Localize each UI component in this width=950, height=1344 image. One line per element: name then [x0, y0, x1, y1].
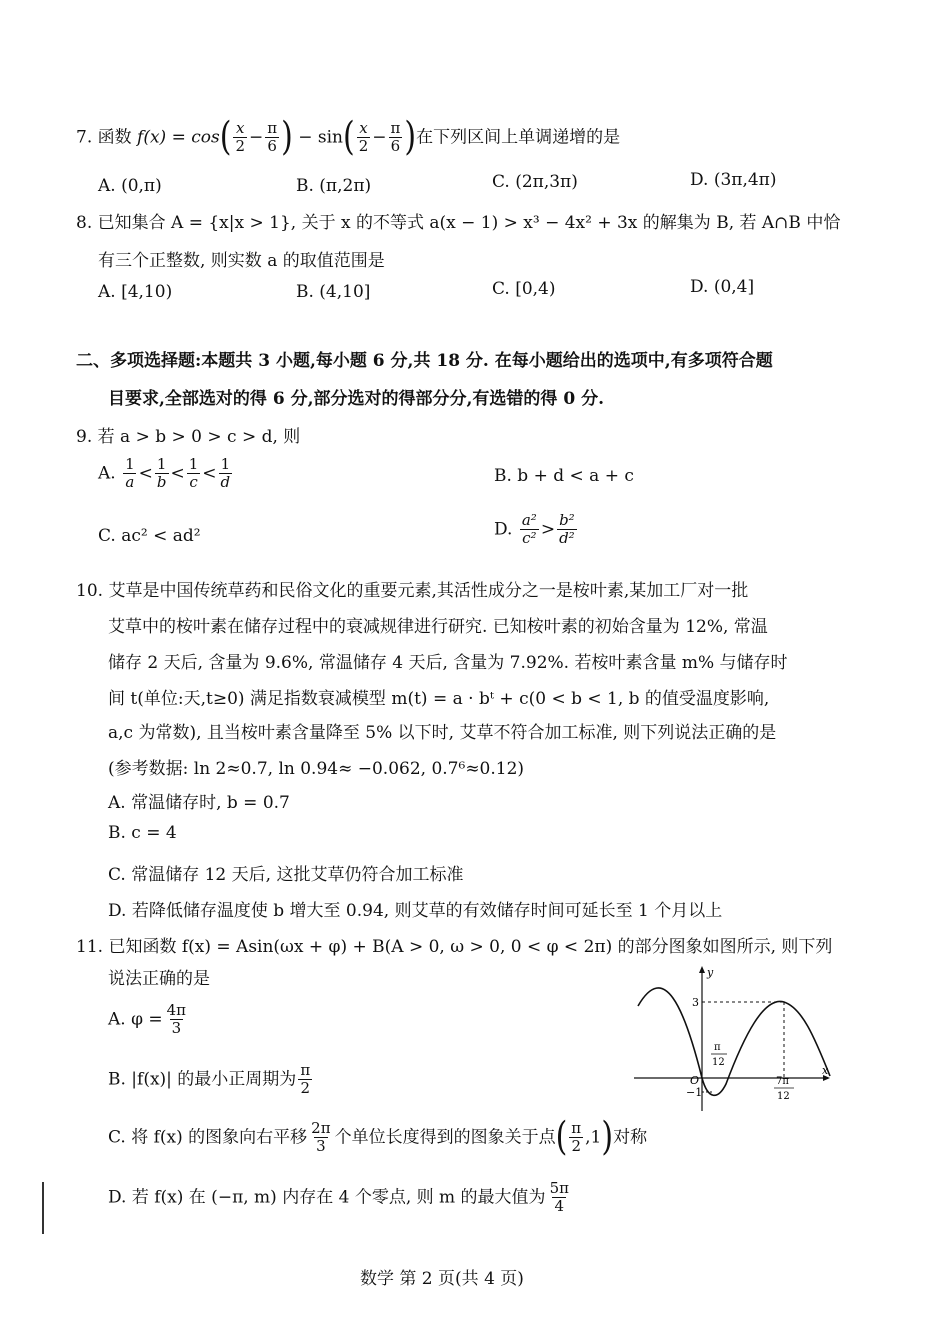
q7-option-b: B. (π,2π) [296, 176, 372, 196]
q9-option-c: C. ac² < ad² [98, 526, 201, 546]
q10-line3: 储存 2 天后, 含量为 9.6%, 常温储存 4 天后, 含量为 7.92%. 若桉叶素含量 m% 与储存时 [108, 653, 788, 673]
q9-option-a: A. $\frac{1}{a}$ < $\frac{1}{b}$ < $\frac{1}{c}$ < $\frac{1}{d}$ [98, 455, 231, 492]
q8-option-b: B. (4,10] [296, 282, 371, 302]
q11-option-b: B. |f(x)| 的最小正周期为 $\frac{\pi}{2}$ [108, 1061, 311, 1098]
sine-curve [638, 988, 830, 1095]
y-min-label: −1 [686, 1086, 703, 1099]
q10-option-c: C. 常温储存 12 天后, 这批艾草仍符合加工标准 [108, 865, 464, 885]
q10-line2: 艾草中的桉叶素在储存过程中的衰减规律进行研究. 已知桉叶素的初始含量为 12%, 常温 [108, 617, 768, 637]
q7-option-d: D. (3π,4π) [690, 170, 777, 190]
q9-stem: 9. 若 a > b > 0 > c > d, 则 [76, 427, 301, 447]
function-graph [634, 966, 834, 1112]
q11-line2: 说法正确的是 [108, 969, 210, 989]
q11-option-a: A. φ = $\frac{4\pi}{3}$ [108, 1001, 187, 1038]
q8-option-a: A. [4,10) [98, 282, 173, 302]
q11-option-c: C. 将 f(x) 的图象向右平移 $\frac{2\pi}{3}$ 个单位长度得到的图象关于点( $\frac{\pi}{2}$ ,1)对称 [108, 1114, 648, 1160]
q7-stem: 7. 函数 f(x) = cos( $\frac{x}{2}$ − $\frac{\pi}{6}$ ) − sin( $\frac{x}{2}$ − $\frac{\pi}{6}$ )在下列区间上单调递增的是 [76, 114, 621, 160]
q10-option-a: A. 常温储存时, b = 0.7 [108, 793, 290, 813]
origin-label: O [690, 1074, 700, 1087]
q7-option-c: C. (2π,3π) [492, 172, 578, 192]
q9-option-d: D. $\frac{\text{a²}}{\text{c²}}$ > $\frac{\text{b²}}{\text{d²}}$ [494, 511, 575, 548]
q11-line1: 11. 已知函数 f(x) = Asin(ωx + φ) + B(A > 0, ω > 0, 0 < φ < 2π) 的部分图象如图所示, 则下列 [76, 937, 833, 957]
q8-line2: 有三个正整数, 则实数 a 的取值范围是 [98, 251, 385, 271]
q8-option-d: D. (0,4] [690, 277, 755, 297]
q10-line1: 10. 艾草是中国传统草药和民俗文化的重要元素,其活性成分之一是桉叶素,某加工厂对一批 [76, 581, 749, 601]
q9-option-b: B. b + d < a + c [494, 466, 634, 486]
y-axis-label: y [707, 966, 714, 979]
section2-title-line2: 目要求,全部选对的得 6 分,部分选对的得部分分,有选错的得 0 分. [108, 389, 605, 409]
q10-option-b: B. c = 4 [108, 823, 177, 843]
y-axis-arrow [699, 966, 705, 973]
x1-tick-num: π [714, 1042, 721, 1053]
x2-tick-num: 7π [776, 1076, 789, 1087]
q7-option-a: A. (0,π) [98, 176, 162, 196]
x1-tick-den: 12 [712, 1057, 725, 1068]
x2-tick-den: 12 [777, 1091, 790, 1102]
q11-option-d: D. 若 f(x) 在 (−π, m) 内存在 4 个零点, 则 m 的最大值为 $\frac{5\pi}{4}$ [108, 1179, 569, 1216]
q10-line4: 间 t(单位:天,t≥0) 满足指数衰减模型 m(t) = a · bᵗ + c(0 < b < 1, b 的值受温度影响, [108, 689, 770, 709]
section2-title-line1: 二、多项选择题:本题共 3 小题,每小题 6 分,共 18 分. 在每小题给出的选项中,有多项符合题 [76, 351, 773, 371]
q10-line5: a,c 为常数), 且当桉叶素含量降至 5% 以下时, 艾草不符合加工标准, 则下列说法正确的是 [108, 723, 777, 743]
q8-line1: 8. 已知集合 A = {x|x > 1}, 关于 x 的不等式 a(x − 1) > x³ − 4x² + 3x 的解集为 B, 若 A∩B 中恰 [76, 213, 841, 233]
q10-line6: (参考数据: ln 2≈0.7, ln 0.94≈ −0.062, 0.7⁶≈0.12) [108, 759, 525, 779]
q8-option-c: C. [0,4) [492, 279, 556, 299]
margin-mark [42, 1182, 44, 1234]
page-footer: 数学 第 2 页(共 4 页) [360, 1269, 524, 1289]
y-max-label: 3 [692, 996, 699, 1009]
q10-option-d: D. 若降低储存温度使 b 增大至 0.94, 则艾草的有效储存时间可延长至 1 个月以上 [108, 901, 723, 921]
x-axis-label: x [822, 1064, 829, 1077]
